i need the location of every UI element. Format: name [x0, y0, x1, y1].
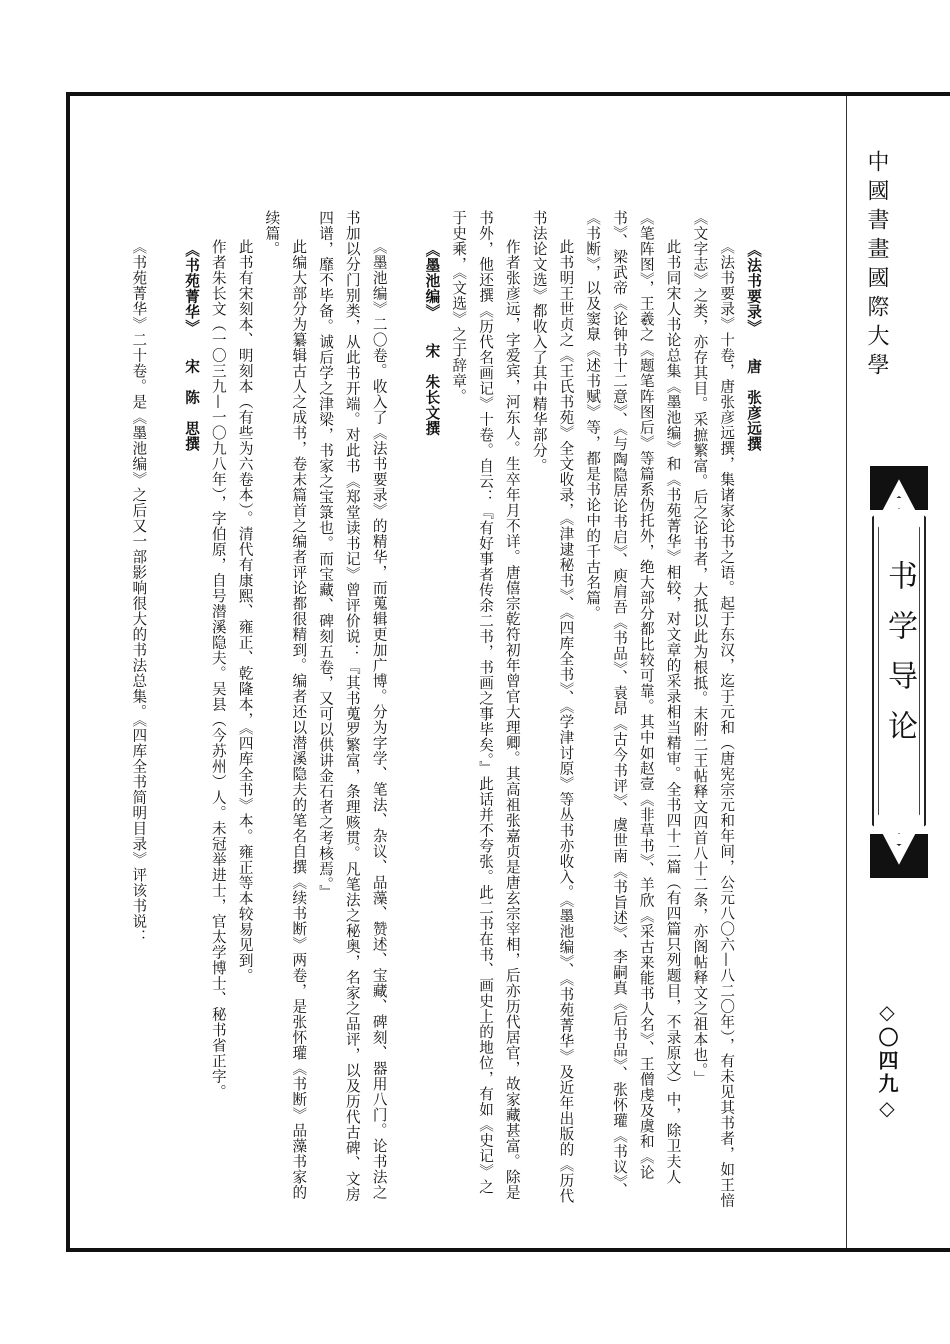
paragraph: 此书有宋刻本、明刻本（有些为六卷本）。清代有康熙、雍正、乾隆本，《四库全书》本。雍正等本较易见到。 [236, 239, 254, 985]
section-heading-shuyuan-jinghua: 《书苑菁华》 宋 陈 思撰 [183, 242, 201, 452]
section-heading-mochi-bian: 《墨池编》 宋 朱长文撰 [423, 242, 441, 437]
paragraph: 此书明王世贞之《王氏书苑》全文收录，《津逮秘书》、《四库全书》、《学津讨原》等丛书亦收入。《墨池编》、《书苑菁华》及近年出版的《历代书法论文选》都收入了其中精华部分。 [530, 210, 575, 1204]
paragraph: 作者朱长文（一〇三九—一〇九八年），字伯原，自号潜溪隐夫。吴县（今苏州）人。未冠举进士，官太学博士、秘书省正字。 [209, 239, 227, 1100]
page-frame-bottom [66, 1248, 950, 1252]
paragraph: 此书同宋人书论总集《墨池编》和《书苑菁华》相较，对文章的采录相当精审。全书四十二篇（有四篇只列题目，不录原文）中，除卫夫人《笔阵图》，王羲之《题笔阵图后》等篇系伪托外，绝大部分都比较可靠。其中如赵壹《非草书》、羊欣《采古来能书人名》、王僧虔及虞和《论书》、梁武帝《论钟书十二意》、《与陶隐居论书启》、庾肩吾《书品》、袁昂《古今书评》、虞世南《书旨述》、李嗣真《后书品》、张怀瓘《书议》、《书断》，以及窦臮《述书赋》等，都是书论中的千古名篇。 [584, 210, 682, 1199]
paragraph: 《法书要录》十卷，唐张彦远撰，集诸家论书之语。起于东汉，迄于元和（唐宪宗元和年间，公元八〇六—八二〇年），有未见其书者，如王愔《文字志》之类，亦存其目。采摭繁富。后之论书者，大抵以此为根抵。末附二王帖释文四首八十二条，亦阁帖释文之祖本也。」 [691, 210, 736, 1209]
paragraph: 《书苑菁华》二十卷。是《墨池编》之后又一部影响很大的书法总集。《四库全书简明目录》评该书说： [130, 239, 148, 945]
book-title: 书学导论 [882, 560, 917, 760]
section-heading-fashu-yaolu: 《法书要录》 唐 张彦远撰 [745, 242, 762, 452]
paragraph: 作者张彦远，字爱宾，河东人。生卒年月不详。唐僖宗乾符初年曾官大理卿。其高祖张嘉贞是唐玄宗宰相，后亦历代居官，故家藏甚富。除是书外，他还撰《历代名画记》十卷。自云：『有好事者传余二书，书画之事毕矣。』此话并不夸张。此二书在书、画史上的地位，有如《史记》之于史乘，《文选》之于辞章。 [450, 210, 521, 1201]
page-frame-left [66, 92, 70, 1252]
series-title: 中國書畫國際大學 [864, 150, 889, 382]
page-frame-top [66, 92, 950, 96]
page-number: ◇〇四九◇ [875, 1000, 899, 1123]
body-text [116, 210, 766, 1210]
margin-divider [846, 96, 847, 1248]
paragraph: 此编大部分为纂辑古人之成书，卷末篇首之编者评论都很精到。编者还以潜溪隐夫的笔名自撰《续书断》两卷，是张怀瓘《书断》品藻书家的续篇。 [263, 210, 308, 1201]
paragraph: 《墨池编》二〇卷。收入了《法书要录》的精华，而蒐辑更加广博。分为字学、笔法、杂议、品藻、赞述、宝藏、碑刻、器用八门。论书法之书加以分门别类，从此书开端。对此书《郑堂读书记》曾评价说：『其书蒐罗繁富，条理赅贯。凡笔法之秘奥，名家之品评，以及历代古碑、文房四谱，靡不毕备。诚后学之津梁，书家之宝箓也。而宝藏、碑刻五卷，又可以供讲金石者之考核焉。』 [317, 210, 388, 1202]
